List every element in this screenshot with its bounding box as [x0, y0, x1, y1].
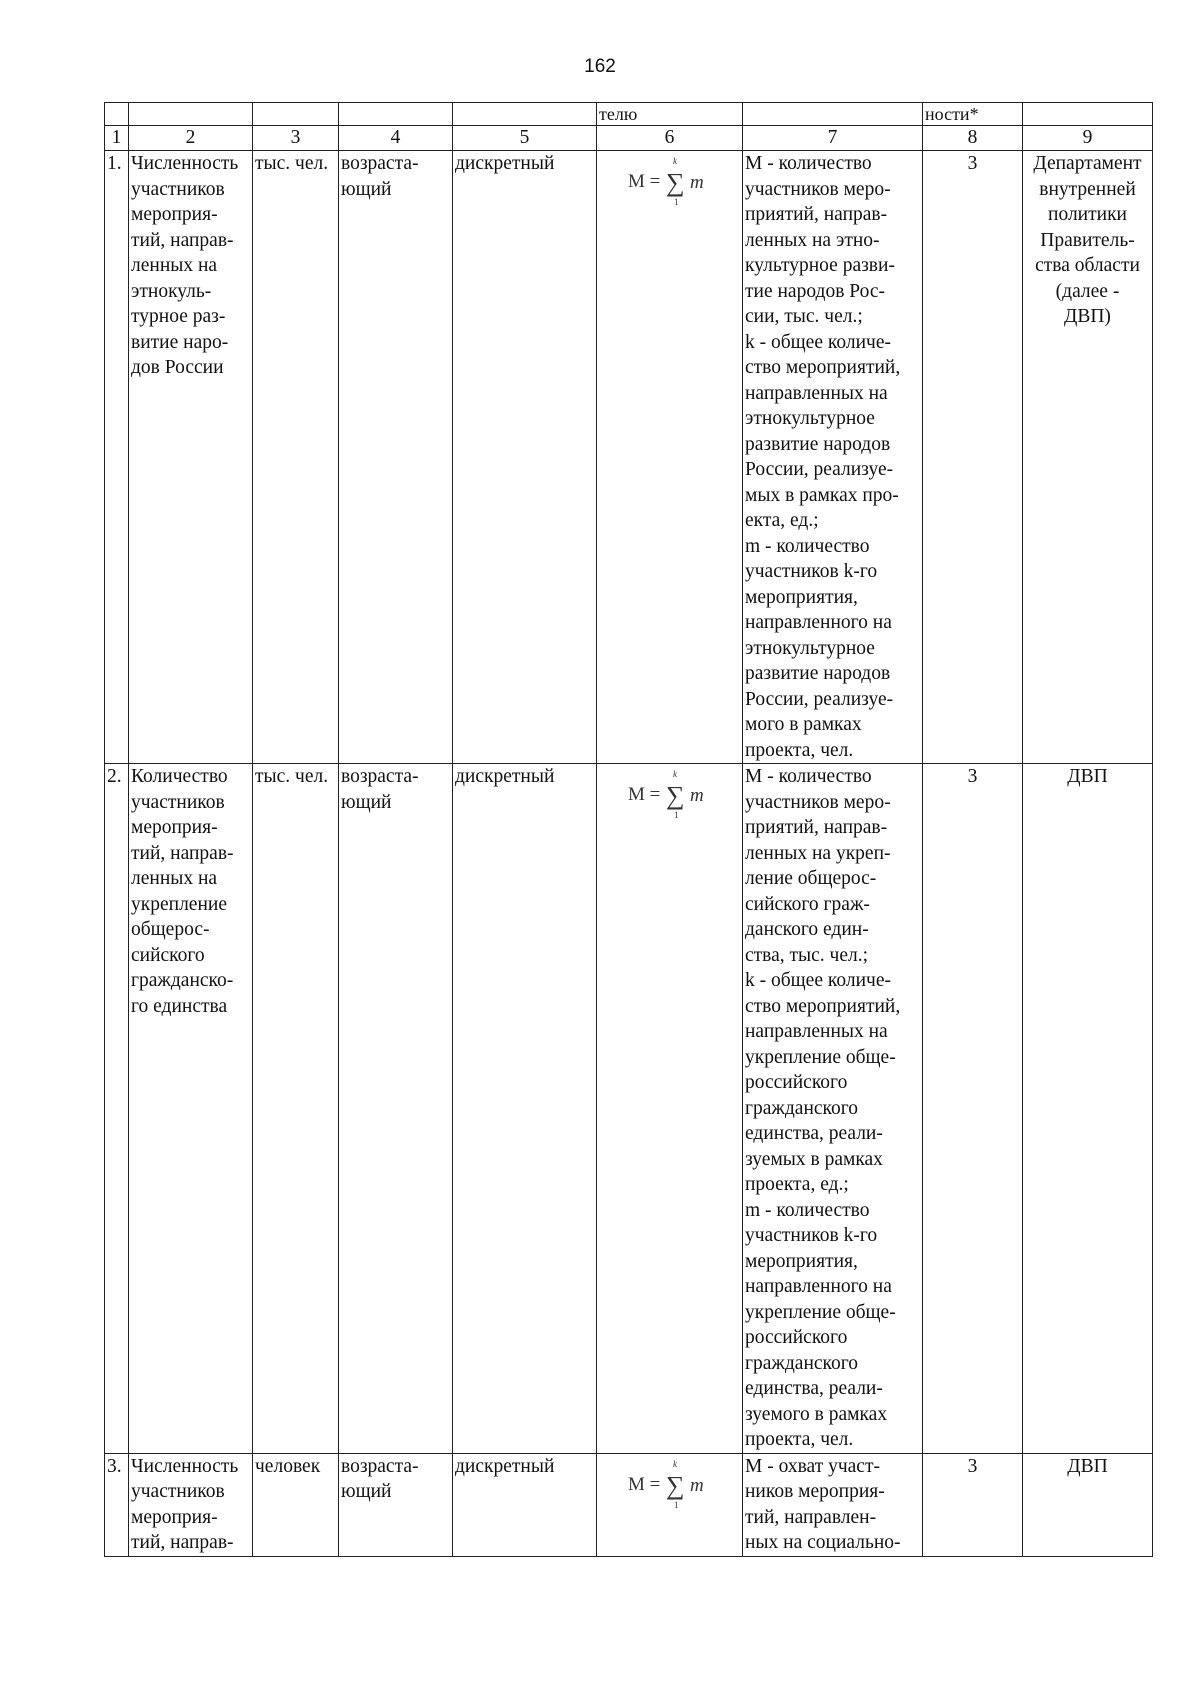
sum-formula — [622, 1458, 718, 1510]
trend-line: ющий — [341, 791, 392, 813]
description-line: ных на социально- — [745, 1532, 901, 1553]
sum-lower-limit: 1 — [673, 1499, 678, 1510]
description-line: гражданского — [745, 1097, 859, 1119]
indicator-name-line: гражданско- — [131, 970, 234, 991]
indicator-name-line: участников — [131, 791, 225, 813]
description-line: екта, ед.; — [745, 510, 819, 531]
sum-symbol: ∑ — [665, 781, 685, 810]
responsible-line: Правитель- — [1040, 229, 1135, 251]
indicator-name-line: дов России — [131, 357, 224, 378]
description-line: направленного на — [745, 612, 892, 633]
header-strip-cell: ности* — [923, 103, 1023, 126]
description-line: проекта, чел. — [745, 1429, 854, 1450]
indicator-name-line: тий, направ- — [131, 229, 234, 251]
formula-description-cell — [743, 1453, 923, 1556]
calc-type-cell: дискретный — [453, 764, 597, 1454]
indicator-name-cell — [129, 151, 253, 764]
calc-type-cell: дискретный — [453, 151, 597, 764]
responsible-line: политики — [1048, 204, 1127, 225]
description-line: мероприятия, — [745, 1250, 858, 1272]
sum-symbol: ∑ — [665, 1470, 685, 1500]
indicator-name-line: мероприя- — [131, 204, 218, 225]
description-line: проекта, ед.; — [745, 1174, 849, 1195]
indicators-table — [104, 102, 1153, 1557]
column-number-cell: 8 — [923, 126, 1023, 151]
description-line: российского — [745, 1327, 848, 1348]
sum-lower-limit: 1 — [673, 810, 678, 820]
description-line: развитие народов — [745, 663, 891, 684]
indicator-name-line: мероприя- — [131, 817, 218, 838]
formula-lhs: M = — [627, 171, 660, 192]
responsible-cell — [1023, 151, 1153, 764]
description-line: ление общерос- — [745, 868, 877, 889]
header-strip-cell: телю — [597, 103, 743, 126]
description-line: М - количество — [745, 766, 872, 787]
description-line: k - общее количе- — [745, 331, 891, 353]
indicator-name-line: турное раз- — [131, 306, 226, 327]
description-line: k - общее количе- — [745, 970, 891, 991]
indicator-name-line: общерос- — [131, 919, 210, 940]
indicator-name-line: Численность — [131, 153, 239, 174]
sum-upper-limit: k — [672, 1458, 677, 1469]
responsible-line: ДВП) — [1064, 306, 1111, 327]
indicator-name-cell — [129, 1453, 253, 1556]
responsible-line: (далее - — [1055, 280, 1120, 302]
trend-cell — [339, 1453, 453, 1556]
indicator-name-line: ленных на — [131, 868, 218, 889]
formula-term: m — [689, 172, 704, 193]
description-line: участников k-го — [745, 561, 878, 582]
column-number-cell: 4 — [339, 126, 453, 151]
indicator-name-line: го единства — [131, 995, 228, 1017]
responsible-line: Департамент — [1033, 153, 1142, 174]
description-line: сии, тыс. чел.; — [745, 306, 863, 327]
description-line: направленных на — [745, 1021, 888, 1042]
row-number-cell: 3. — [105, 1453, 129, 1556]
trend-cell — [339, 764, 453, 1454]
description-line: направленного на — [745, 1276, 892, 1297]
indicator-name-line: сийского — [131, 944, 205, 966]
description-line: m - количество — [745, 1199, 870, 1221]
column-number-cell: 1 — [105, 126, 129, 151]
column-number-cell: 9 — [1023, 126, 1153, 151]
formula-description-cell — [743, 151, 923, 764]
formula-cell — [597, 1453, 743, 1556]
column-number-cell: 3 — [253, 126, 339, 151]
indicator-name-line: укрепление — [131, 893, 227, 915]
header-strip-cell — [105, 103, 129, 126]
description-line: сийского граж- — [745, 893, 870, 915]
row-number-cell: 2. — [105, 764, 129, 1454]
description-line: зуемых в рамках — [745, 1148, 883, 1170]
trend-line: возраста- — [341, 766, 419, 787]
description-line: приятий, направ- — [745, 204, 888, 225]
description-line: России, реализуе- — [745, 459, 894, 480]
description-line: m - количество — [745, 535, 870, 557]
header-strip-row — [105, 103, 1153, 126]
unit-cell: человек — [253, 1453, 339, 1556]
formula-cell — [597, 764, 743, 1454]
indicator-name-line: мероприя- — [131, 1506, 218, 1528]
sum-symbol: ∑ — [665, 168, 685, 197]
responsible-line: ства области — [1035, 255, 1140, 276]
column-number-cell: 2 — [129, 126, 253, 151]
header-strip-cell — [453, 103, 597, 126]
calc-type-cell: дискретный — [453, 1453, 597, 1556]
indicator-name-line: Количество — [131, 766, 228, 787]
description-line: направленных на — [745, 382, 888, 404]
indicator-name-line: этнокуль- — [131, 280, 212, 302]
trend-line: ющий — [341, 1481, 392, 1502]
col8-value-cell: 3 — [923, 764, 1023, 1454]
header-strip-cell — [339, 103, 453, 126]
responsible-cell — [1023, 1453, 1153, 1556]
header-strip-cell — [253, 103, 339, 126]
description-line: участников k-го — [745, 1225, 878, 1246]
description-line: развитие народов — [745, 433, 891, 455]
description-line: единства, реали- — [745, 1378, 883, 1399]
description-line: данского един- — [745, 919, 869, 940]
indicator-name-cell — [129, 764, 253, 1454]
column-number-cell: 6 — [597, 126, 743, 151]
description-line: этнокультурное — [745, 637, 875, 659]
indicator-name-line: тий, направ- — [131, 842, 234, 864]
header-strip-cell — [743, 103, 923, 126]
formula-cell — [597, 151, 743, 764]
description-line: мероприятия, — [745, 586, 858, 608]
description-line: гражданского — [745, 1352, 859, 1374]
description-line: ства, тыс. чел.; — [745, 944, 869, 966]
trend-line: возраста- — [341, 1455, 419, 1477]
description-line: российского — [745, 1072, 848, 1093]
formula-lhs: M = — [627, 1473, 660, 1495]
header-strip-cell — [129, 103, 253, 126]
indicator-row — [105, 764, 1153, 1454]
indicator-name-line: участников — [131, 1481, 225, 1502]
col8-value-cell: 3 — [923, 151, 1023, 764]
sum-lower-limit: 1 — [673, 197, 678, 207]
responsible-line: ДВП — [1067, 1455, 1108, 1477]
description-line: ников мероприя- — [745, 1481, 885, 1502]
formula-description-cell — [743, 764, 923, 1454]
formula-term: m — [689, 1474, 704, 1496]
trend-line: ющий — [341, 178, 392, 200]
description-line: ленных на этно- — [745, 229, 880, 251]
description-line: укрепление обще- — [745, 1046, 896, 1068]
description-line: участников меро- — [745, 178, 891, 200]
description-line: М - охват участ- — [745, 1455, 880, 1477]
responsible-cell — [1023, 764, 1153, 1454]
indicator-name-line: ленных на — [131, 255, 218, 276]
description-line: проекта, чел. — [745, 739, 854, 761]
description-line: мого в рамках — [745, 714, 862, 735]
responsible-line: внутренней — [1039, 178, 1136, 200]
column-number-cell: 5 — [453, 126, 597, 151]
description-line: укрепление обще- — [745, 1301, 896, 1323]
indicator-row — [105, 151, 1153, 764]
header-strip-cell — [1023, 103, 1153, 126]
indicator-name-line: Численность — [131, 1455, 239, 1477]
trend-line: возраста- — [341, 153, 419, 174]
description-line: этнокультурное — [745, 408, 875, 429]
unit-cell: тыс. чел. — [253, 764, 339, 1454]
formula-lhs: M = — [627, 784, 660, 805]
sum-formula — [622, 155, 718, 207]
sum-upper-limit: k — [672, 769, 677, 779]
indicator-name-line: витие наро- — [131, 331, 229, 353]
description-line: культурное разви- — [745, 255, 895, 276]
description-line: тие народов Рос- — [745, 280, 886, 302]
indicator-name-line: тий, направ- — [131, 1532, 234, 1553]
sum-upper-limit: k — [672, 156, 677, 166]
description-line: ство мероприятий, — [745, 995, 901, 1017]
column-number-cell: 7 — [743, 126, 923, 151]
trend-cell — [339, 151, 453, 764]
description-line: России, реализуе- — [745, 688, 894, 710]
description-line: тий, направлен- — [745, 1506, 877, 1528]
row-number-cell: 1. — [105, 151, 129, 764]
description-line: участников меро- — [745, 791, 891, 813]
unit-cell: тыс. чел. — [253, 151, 339, 764]
responsible-line: ДВП — [1067, 766, 1108, 787]
indicator-row — [105, 1453, 1153, 1556]
description-line: ство мероприятий, — [745, 357, 901, 378]
indicator-name-line: участников — [131, 178, 225, 200]
description-line: зуемого в рамках — [745, 1403, 888, 1425]
sum-formula — [622, 768, 718, 820]
col8-value-cell: 3 — [923, 1453, 1023, 1556]
description-line: приятий, направ- — [745, 817, 888, 838]
page-number: 162 — [584, 56, 616, 77]
description-line: мых в рамках про- — [745, 484, 899, 506]
column-number-row — [105, 126, 1153, 151]
formula-term: m — [689, 785, 704, 806]
description-line: единства, реали- — [745, 1123, 883, 1144]
description-line: М - количество — [745, 153, 872, 174]
description-line: ленных на укреп- — [745, 842, 891, 864]
